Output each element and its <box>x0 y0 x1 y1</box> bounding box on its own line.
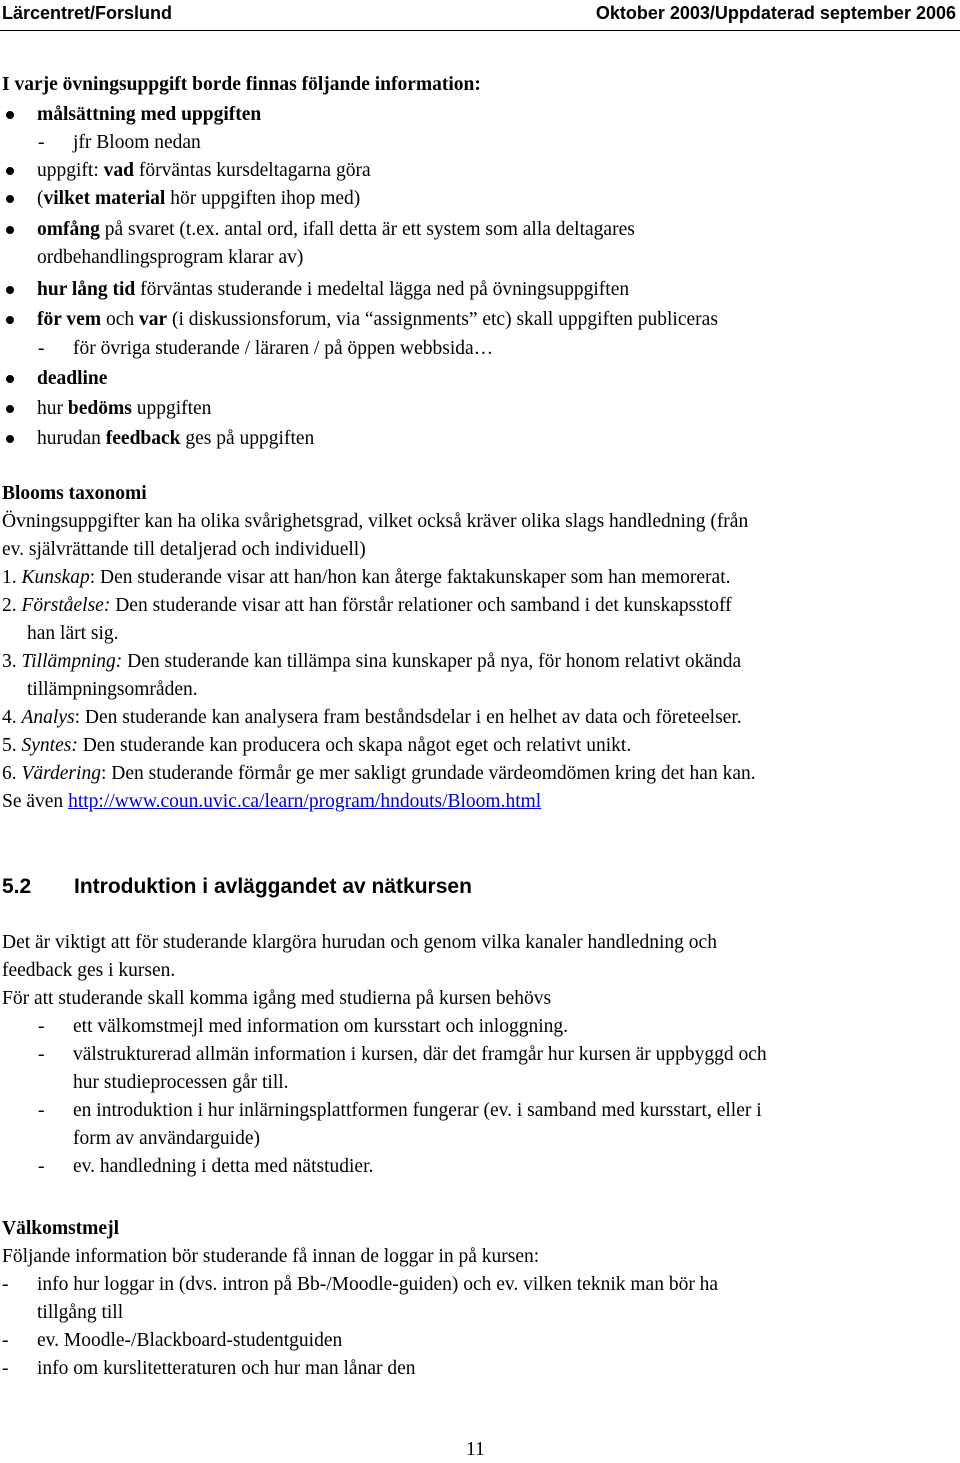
list-item: hurudan feedback ges på uppgiften <box>37 428 315 449</box>
welcome-intro: Följande information bör studerande få innan de loggar in på kursen: <box>2 1246 540 1267</box>
bloom-level: 1. Kunskap: Den studerande visar att han/hon kan återge faktakunskaper som han memorerat. <box>2 567 731 588</box>
bullet-icon <box>6 375 14 383</box>
page-header <box>0 0 960 30</box>
list-item: info om kurslitetteraturen och hur man lånar den <box>37 1358 416 1379</box>
welcome-title: Välkomstmejl <box>2 1218 119 1239</box>
list-item: målsättning med uppgiften <box>37 104 262 125</box>
bloom-level-continuation: han lärt sig. <box>27 623 119 644</box>
list-item: hur bedöms uppgiften <box>37 398 212 419</box>
list-item: (vilket material hör uppgiften ihop med) <box>37 188 361 209</box>
list-item-continuation: tillgång till <box>37 1302 124 1323</box>
list-item: för vem och var (i diskussionsforum, via “assignments” etc) skall uppgiften publiceras <box>37 309 718 330</box>
dash-marker: - <box>38 1156 45 1177</box>
list-item: uppgift: vad förväntas kursdeltagarna göra <box>37 160 371 181</box>
list-item: deadline <box>37 368 108 389</box>
list-item: välstrukturerad allmän information i kursen, där det framgår hur kursen är uppbyggd och <box>73 1044 767 1065</box>
paragraph: För att studerande skall komma igång med studierna på kursen behövs <box>2 988 552 1009</box>
list-item-continuation: ordbehandlingsprogram klarar av) <box>37 247 304 268</box>
list-item: för övriga studerande / läraren / på öppen webbsida… <box>73 338 494 359</box>
bloom-level: 5. Syntes: Den studerande kan producera och skapa något eget och relativt unikt. <box>2 735 632 756</box>
list-item: ev. handledning i detta med nätstudier. <box>73 1156 374 1177</box>
header-right: Oktober 2003/Uppdaterad september 2006 <box>595 3 956 23</box>
bloom-level: 3. Tillämpning: Den studerande kan tillämpa sina kunskaper på nya, för honom relativt okända <box>2 651 742 672</box>
dash-marker: - <box>38 1100 45 1121</box>
header-rule <box>0 30 960 31</box>
bloom-link[interactable]: http://www.coun.uvic.ca/learn/program/hndouts/Bloom.html <box>68 791 542 812</box>
list-item-continuation: form av användarguide) <box>73 1128 260 1149</box>
section-number: 5.2 <box>2 875 32 898</box>
list-item: info hur loggar in (dvs. intron på Bb-/Moodle-guiden) och ev. vilken teknik man bör ha <box>37 1274 719 1295</box>
section-title: I varje övningsuppgift borde finnas följande information: <box>2 74 481 95</box>
bloom-level: 6. Värdering: Den studerande förmår ge mer sakligt grundade värdeomdömen kring det han kan. <box>2 763 756 784</box>
bullet-icon <box>6 316 14 324</box>
header-left: Lärcentret/Forslund <box>2 3 173 23</box>
bloom-title: Blooms taxonomi <box>2 483 147 504</box>
bullet-icon <box>6 111 14 119</box>
dash-marker: - <box>2 1274 9 1295</box>
list-item: jfr Bloom nedan <box>73 132 201 153</box>
bullet-icon <box>6 167 14 175</box>
bullet-icon <box>6 286 14 294</box>
paragraph: feedback ges i kursen. <box>2 960 176 981</box>
list-item: en introduktion i hur inlärningsplattformen fungerar (ev. i samband med kursstart, eller i <box>73 1100 762 1121</box>
bullet-icon <box>6 226 14 234</box>
bloom-level: 4. Analys: Den studerande kan analysera fram beståndsdelar i en helhet av data och företeelser. <box>2 707 742 728</box>
bullet-icon <box>6 435 14 443</box>
list-item: ett välkomstmejl med information om kursstart och inloggning. <box>73 1016 569 1037</box>
dash-marker: - <box>38 132 45 153</box>
see-also: Se även http://www.coun.uvic.ca/learn/program/hndouts/Bloom.html <box>2 791 542 812</box>
list-item-continuation: hur studieprocessen går till. <box>73 1072 289 1093</box>
dash-marker: - <box>2 1358 9 1379</box>
list-item: omfång på svaret (t.ex. antal ord, ifall detta är ett system som alla deltagares <box>37 219 635 240</box>
list-item: ev. Moodle-/Blackboard-studentguiden <box>37 1330 343 1351</box>
section-heading <box>2 872 472 902</box>
dash-marker: - <box>38 1016 45 1037</box>
list-item: hur lång tid förväntas studerande i medeltal lägga ned på övningsuppgiften <box>37 279 630 300</box>
dash-marker: - <box>38 338 45 359</box>
bloom-level: 2. Förståelse: Den studerande visar att han förstår relationer och samband i det kunskapsstoff <box>2 595 732 616</box>
dash-marker: - <box>2 1330 9 1351</box>
paragraph: Det är viktigt att för studerande klargöra hurudan och genom vilka kanaler handledning och <box>2 932 717 953</box>
bullet-icon <box>6 195 14 203</box>
bloom-level-continuation: tillämpningsområden. <box>27 679 198 700</box>
page-number: 11 <box>466 1439 485 1460</box>
bloom-intro-line2: ev. självrättande till detaljerad och individuell) <box>2 539 366 560</box>
section-heading-title: Introduktion i avläggandet av nätkursen <box>74 875 472 898</box>
dash-marker: - <box>38 1044 45 1065</box>
bloom-intro-line1: Övningsuppgifter kan ha olika svårighetsgrad, vilket också kräver olika slags handledning (från <box>2 511 749 532</box>
bullet-icon <box>6 405 14 413</box>
